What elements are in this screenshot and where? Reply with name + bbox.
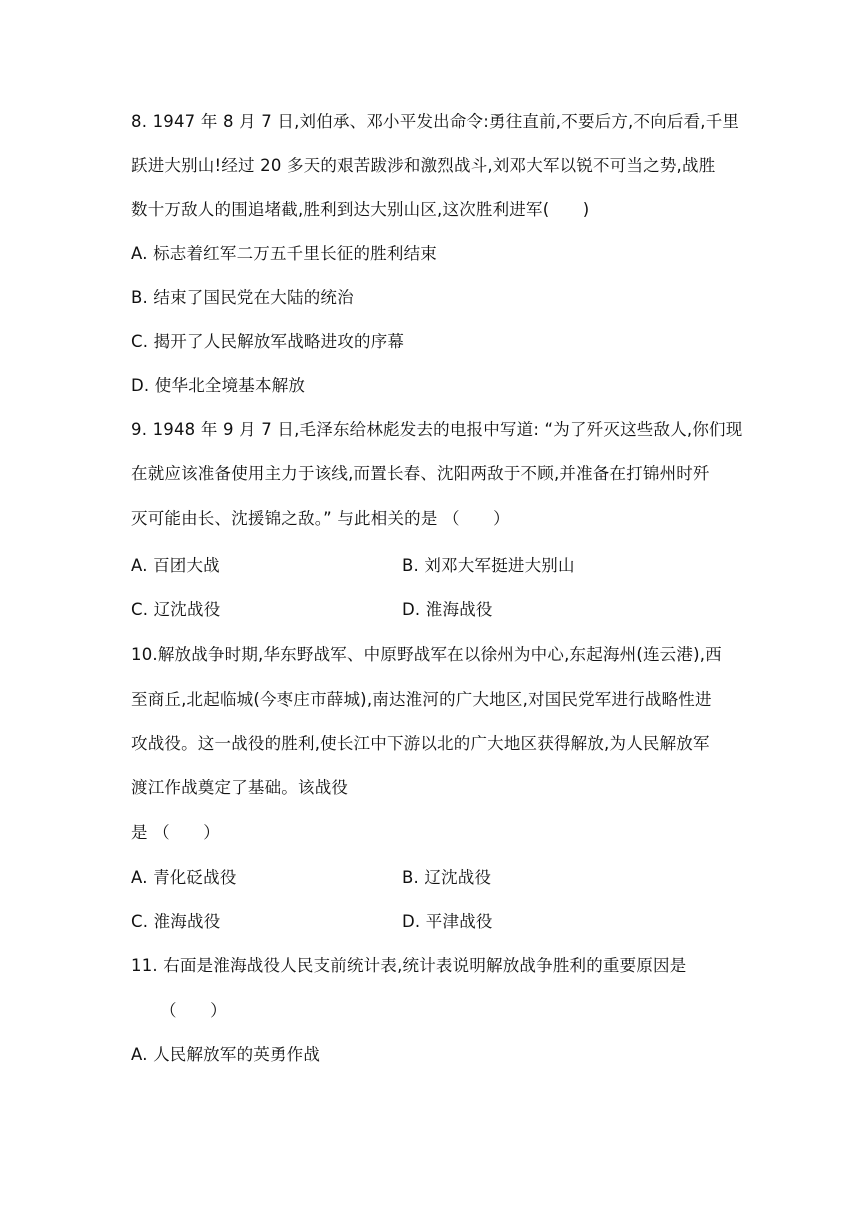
question-11-option-a: A. 人民解放军的英勇作战	[131, 1045, 321, 1064]
question-10-line-4: 渡江作战奠定了基础。该战役	[131, 778, 349, 797]
question-10-option-a: A. 青化砭战役	[131, 868, 237, 887]
question-8-line-1: 8. 1947 年 8 月 7 日,刘伯承、邓小平发出命令:勇往直前,不要后方,不向后看,千里	[131, 112, 740, 131]
question-10-line-3: 攻战役。这一战役的胜利,使长江中下游以北的广大地区获得解放,为人民解放军	[131, 734, 710, 753]
question-9-option-b: B. 刘邓大军挺进大别山	[402, 556, 575, 575]
question-10-option-c: C. 淮海战役	[131, 912, 221, 931]
question-8-line-3: 数十万敌人的围追堵截,胜利到达大别山区,这次胜利进军( )	[131, 200, 590, 219]
question-10-option-d: D. 平津战役	[402, 912, 493, 931]
question-9-line-1: 9. 1948 年 9 月 7 日,毛泽东给林彪发去的电报中写道: “为了歼灭这些敌人,你们现	[131, 420, 743, 439]
question-10-line-5: 是 （ ）	[131, 823, 220, 842]
question-8-option-c: C. 揭开了人民解放军战略进攻的序幕	[131, 332, 405, 351]
question-9-line-3: 灭可能由长、沈援锦之敌。” 与此相关的是 （ ）	[131, 509, 510, 528]
question-10-line-2: 至商丘,北起临城(今枣庄市薛城),南达淮河的广大地区,对国民党军进行战略性进	[131, 690, 712, 709]
question-10-line-1: 10.解放战争时期,华东野战军、中原野战军在以徐州为中心,东起海州(连云港),西	[131, 645, 722, 664]
question-8-line-2: 跃进大别山!经过 20 多天的艰苦跋涉和激烈战斗,刘邓大军以锐不可当之势,战胜	[131, 156, 716, 175]
question-9-line-2: 在就应该准备使用主力于该线,而置长春、沈阳两敌于不顾,并准备在打锦州时歼	[131, 464, 710, 483]
question-8-option-d: D. 使华北全境基本解放	[131, 376, 306, 395]
question-8-option-a: A. 标志着红军二万五千里长征的胜利结束	[131, 244, 437, 263]
question-11-line-1: 11. 右面是淮海战役人民支前统计表,统计表说明解放战争胜利的重要原因是	[131, 956, 687, 975]
question-9-option-c: C. 辽沈战役	[131, 600, 221, 619]
question-10-option-b: B. 辽沈战役	[402, 868, 492, 887]
question-9-option-a: A. 百团大战	[131, 556, 220, 575]
question-8-option-b: B. 结束了国民党在大陆的统治	[131, 288, 354, 307]
question-9-option-d: D. 淮海战役	[402, 600, 493, 619]
question-11-line-2: （ ）	[160, 1001, 227, 1020]
